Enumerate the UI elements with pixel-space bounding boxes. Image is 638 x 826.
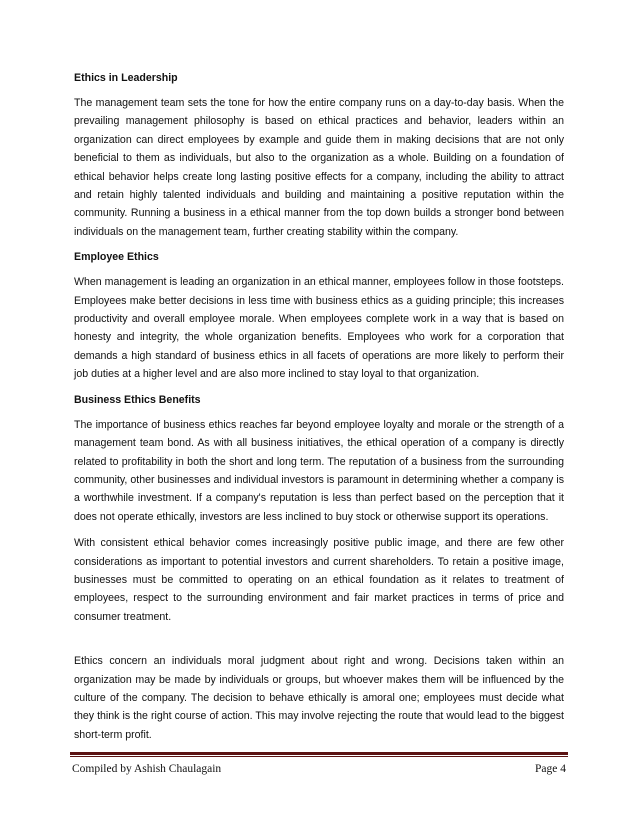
paragraph: With consistent ethical behavior comes increasingly positive public image, and there are few other considerations as important to potential investors and current shareholders. To retain a positive image, businesses must be committed to operating on an ethical foundation as it relates to treatment of employees, respect to the surrounding environment and fair market practices in terms of price and consumer treatment. [74,537,564,623]
footer-author: Compiled by Ashish Chaulagain [72,763,222,775]
section-employee-ethics [74,249,564,383]
footer-text-row [70,763,568,775]
paragraph: The management team sets the tone for how the entire company runs on a day-to-day basis. When the prevailing management philosophy is based on ethical practices and behavior, leaders within an organization can direct employees by example and guide them in making decisions that are not only beneficial to them as individuals, but also to the organization as a whole. Building on a foundation of ethical behavior helps create long lasting positive effects for a company, including the ability to attract and retain highly talented individuals and building and maintaining a positive reputation within the community. Running a business in a ethical manner from the top down builds a stronger bond between individuals on the management team, further creating stability within the company. [74,97,564,238]
page-number: Page 4 [535,763,566,775]
section-heading: Ethics in Leadership [74,72,178,84]
paragraph: When management is leading an organization in an ethical manner, employees follow in those footsteps. Employees make better decisions in less time with business ethics as a guiding principle; this increases productivity and overall employee morale. When employees complete work in a way that is based on honesty and integrity, the whole organization benefits. Employees who work for a corporation that demands a high standard of business ethics in all facets of operations are more likely to perform their job duties at a higher level and are also more inclined to stay loyal to that organization. [74,276,564,381]
closing-paragraph: Ethics concern an individuals moral judgment about right and wrong. Decisions taken within an organization may be made by individuals or groups, but whoever makes them will be influenced by the culture of the company. The decision to behave ethically is amoral one; employees must decide what they think is the right course of action. This may involve rejecting the route that would lead to the biggest short-term profit. [74,655,564,741]
spacer [74,634,564,652]
section-ethics-in-leadership [74,70,564,241]
document-body [74,70,564,752]
section-business-ethics-benefits [74,392,564,626]
section-heading: Employee Ethics [74,251,159,264]
footer-divider [70,752,568,755]
paragraph: The importance of business ethics reaches far beyond employee loyalty and morale or the strength of a management team bond. As with all business initiatives, the ethical operation of a company is directly related to profitability in both the short and long term. The reputation of a business from the surrounding community, other businesses and individual investors is paramount in determining whether a company is a worthwhile investment. If a company's reputation is less than perfect based on the perception that it does not operate ethically, investors are less inclined to buy stock or otherwise support its operations. [74,418,564,523]
page-footer [70,752,568,775]
section-heading: Business Ethics Benefits [74,393,201,406]
footer-divider-thin [70,756,568,757]
